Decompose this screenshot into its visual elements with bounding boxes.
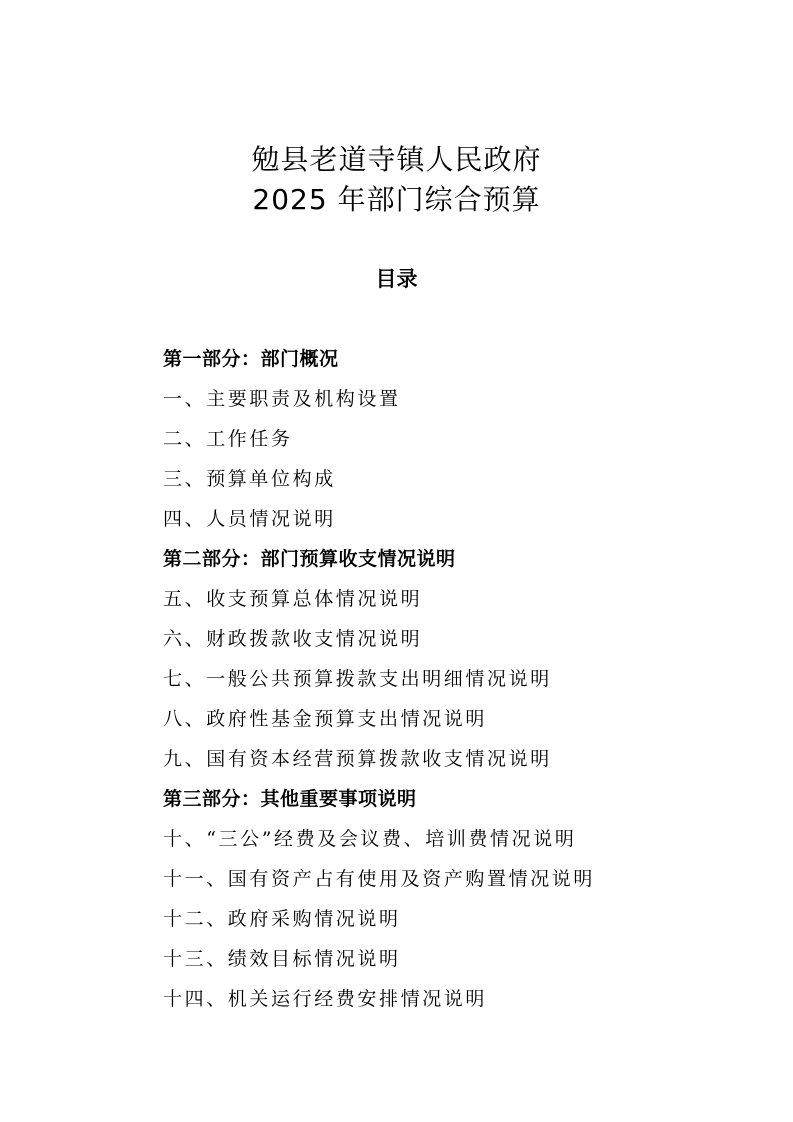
title-line-budget: 2025 年部门综合预算 xyxy=(252,183,541,216)
toc-entry: 十四、机关运行经费安排情况说明 xyxy=(163,988,488,1010)
toc-entry: 十二、政府采购情况说明 xyxy=(163,908,401,930)
toc-entry: 二、工作任务 xyxy=(163,428,293,450)
toc-entry: 十一、国有资产占有使用及资产购置情况说明 xyxy=(163,868,596,890)
toc-part-heading: 第二部分：部门预算收支情况说明 xyxy=(163,548,456,570)
toc-entry: 七、一般公共预算拨款支出明细情况说明 xyxy=(163,668,552,690)
toc-part-heading: 第一部分：部门概况 xyxy=(163,348,339,370)
toc-entry: 九、国有资本经营预算拨款收支情况说明 xyxy=(163,748,552,770)
title-line-organization: 勉县老道寺镇人民政府 xyxy=(251,143,542,176)
document-title xyxy=(0,140,793,220)
toc-entry: 四、人员情况说明 xyxy=(163,508,336,530)
toc-entry: 五、收支预算总体情况说明 xyxy=(163,588,423,610)
toc-entry: 三、预算单位构成 xyxy=(163,468,336,490)
toc-heading: 目录 xyxy=(375,267,418,291)
toc-entry: 十、“三公”经费及会议费、培训费情况说明 xyxy=(163,828,577,850)
toc-entry: 十三、绩效目标情况说明 xyxy=(163,948,401,970)
toc-entry: 八、政府性基金预算支出情况说明 xyxy=(163,708,488,730)
table-of-contents xyxy=(163,343,595,1023)
toc-entry: 一、主要职责及机构设置 xyxy=(163,388,401,410)
toc-part-heading: 第三部分：其他重要事项说明 xyxy=(163,788,417,810)
toc-entry: 六、财政拨款收支情况说明 xyxy=(163,628,423,650)
